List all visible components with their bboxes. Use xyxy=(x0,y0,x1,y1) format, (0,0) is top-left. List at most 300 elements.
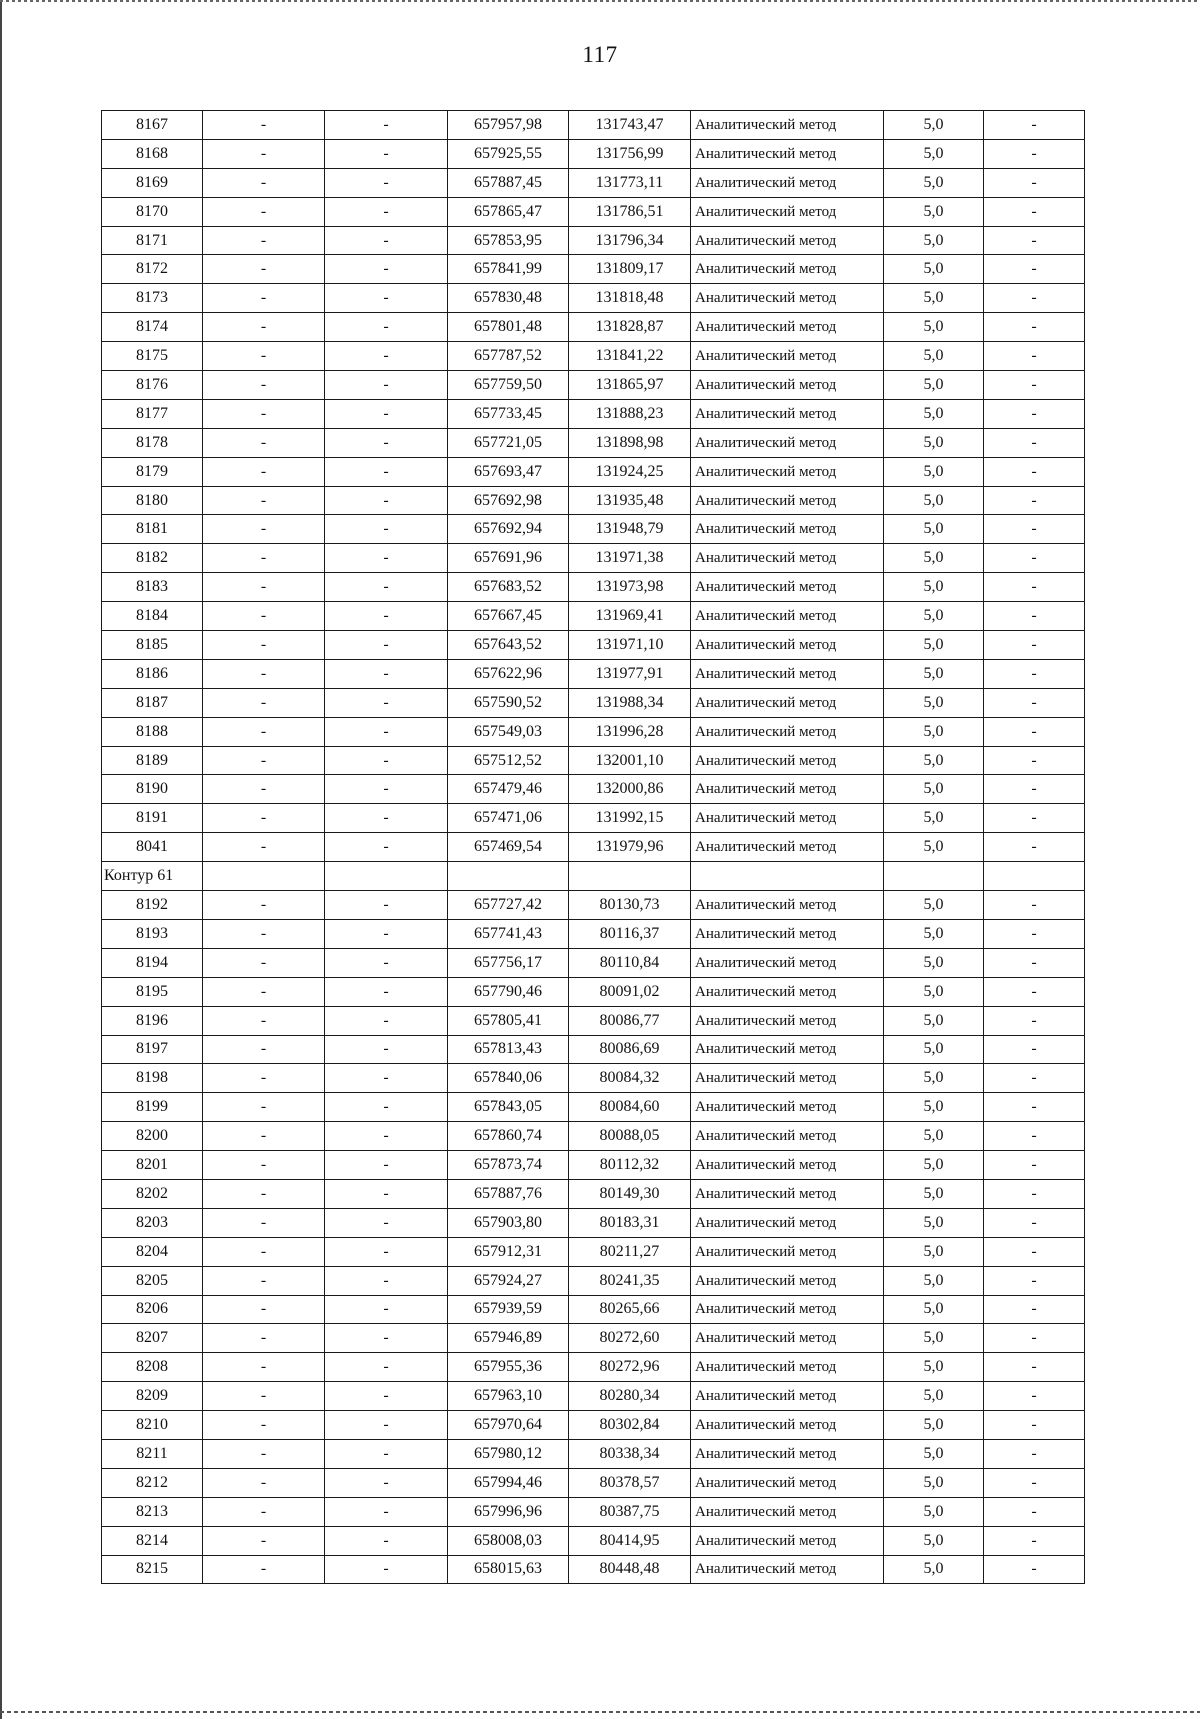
point-number-cell: 8185 xyxy=(102,631,203,660)
col-2-cell: - xyxy=(203,1439,325,1468)
col-2-cell: - xyxy=(203,1266,325,1295)
accuracy-cell: 5,0 xyxy=(884,1555,984,1584)
col-3-cell: - xyxy=(325,457,448,486)
col-2-cell: - xyxy=(203,977,325,1006)
accuracy-cell: 5,0 xyxy=(884,486,984,515)
y-coordinate-cell: 131773,11 xyxy=(569,168,691,197)
y-coordinate-cell: 80414,95 xyxy=(569,1526,691,1555)
x-coordinate-cell: 657805,41 xyxy=(448,1006,569,1035)
col-2-cell: - xyxy=(203,226,325,255)
x-coordinate-cell: 657860,74 xyxy=(448,1122,569,1151)
y-coordinate-cell: 131948,79 xyxy=(569,515,691,544)
col-8-cell: - xyxy=(984,1526,1085,1555)
accuracy-cell: 5,0 xyxy=(884,428,984,457)
col-3-cell: - xyxy=(325,313,448,342)
col-3-cell: - xyxy=(325,111,448,140)
method-cell: Аналитический метод xyxy=(691,1468,884,1497)
accuracy-cell: 5,0 xyxy=(884,139,984,168)
y-coordinate-cell: 131969,41 xyxy=(569,602,691,631)
point-number-cell: 8169 xyxy=(102,168,203,197)
x-coordinate-cell: 657813,43 xyxy=(448,1035,569,1064)
col-8-cell: - xyxy=(984,804,1085,833)
x-coordinate-cell: 657963,10 xyxy=(448,1382,569,1411)
x-coordinate-cell: 657994,46 xyxy=(448,1468,569,1497)
x-coordinate-cell: 657865,47 xyxy=(448,197,569,226)
col-2-cell: - xyxy=(203,948,325,977)
y-coordinate-cell: 131865,97 xyxy=(569,371,691,400)
y-coordinate-cell: 80088,05 xyxy=(569,1122,691,1151)
method-cell: Аналитический метод xyxy=(691,1093,884,1122)
method-cell: Аналитический метод xyxy=(691,659,884,688)
col-8-cell: - xyxy=(984,891,1085,920)
y-coordinate-cell: 131756,99 xyxy=(569,139,691,168)
x-coordinate-cell: 657667,45 xyxy=(448,602,569,631)
col-8-cell: - xyxy=(984,602,1085,631)
col-2-cell: - xyxy=(203,1468,325,1497)
section-title: Контур 61 xyxy=(102,862,203,891)
col-8-cell: - xyxy=(984,111,1085,140)
col-2-cell: - xyxy=(203,688,325,717)
table-row xyxy=(102,1324,1085,1353)
col-3-cell: - xyxy=(325,688,448,717)
point-number-cell: 8208 xyxy=(102,1353,203,1382)
accuracy-cell: 5,0 xyxy=(884,544,984,573)
method-cell: Аналитический метод xyxy=(691,1179,884,1208)
scan-edge-top xyxy=(0,0,1200,2)
accuracy-cell: 5,0 xyxy=(884,1295,984,1324)
point-number-cell: 8211 xyxy=(102,1439,203,1468)
method-cell: Аналитический метод xyxy=(691,1353,884,1382)
accuracy-cell: 5,0 xyxy=(884,573,984,602)
col-2-cell: - xyxy=(203,1555,325,1584)
method-cell: Аналитический метод xyxy=(691,1382,884,1411)
col-8-cell: - xyxy=(984,544,1085,573)
table-row xyxy=(102,284,1085,313)
x-coordinate-cell: 658015,63 xyxy=(448,1555,569,1584)
col-8-cell: - xyxy=(984,342,1085,371)
table-row xyxy=(102,688,1085,717)
accuracy-cell: 5,0 xyxy=(884,342,984,371)
table-row xyxy=(102,544,1085,573)
col-2-cell: - xyxy=(203,1497,325,1526)
point-number-cell: 8201 xyxy=(102,1151,203,1180)
method-cell: Аналитический метод xyxy=(691,775,884,804)
accuracy-cell: 5,0 xyxy=(884,515,984,544)
point-number-cell: 8181 xyxy=(102,515,203,544)
empty-cell xyxy=(325,862,448,891)
method-cell: Аналитический метод xyxy=(691,255,884,284)
y-coordinate-cell: 80265,66 xyxy=(569,1295,691,1324)
point-number-cell: 8182 xyxy=(102,544,203,573)
y-coordinate-cell: 80302,84 xyxy=(569,1411,691,1440)
table-row xyxy=(102,168,1085,197)
accuracy-cell: 5,0 xyxy=(884,602,984,631)
table-row xyxy=(102,1064,1085,1093)
col-2-cell: - xyxy=(203,515,325,544)
y-coordinate-cell: 80387,75 xyxy=(569,1497,691,1526)
col-3-cell: - xyxy=(325,775,448,804)
method-cell: Аналитический метод xyxy=(691,399,884,428)
point-number-cell: 8214 xyxy=(102,1526,203,1555)
y-coordinate-cell: 80116,37 xyxy=(569,919,691,948)
col-2-cell: - xyxy=(203,602,325,631)
col-3-cell: - xyxy=(325,1526,448,1555)
col-3-cell: - xyxy=(325,1237,448,1266)
col-3-cell: - xyxy=(325,1468,448,1497)
accuracy-cell: 5,0 xyxy=(884,631,984,660)
col-2-cell: - xyxy=(203,1382,325,1411)
col-8-cell: - xyxy=(984,399,1085,428)
table-row xyxy=(102,1208,1085,1237)
col-8-cell: - xyxy=(984,746,1085,775)
table-row xyxy=(102,342,1085,371)
col-8-cell: - xyxy=(984,688,1085,717)
table-row xyxy=(102,255,1085,284)
method-cell: Аналитический метод xyxy=(691,1555,884,1584)
col-2-cell: - xyxy=(203,631,325,660)
col-3-cell: - xyxy=(325,919,448,948)
x-coordinate-cell: 657939,59 xyxy=(448,1295,569,1324)
point-number-cell: 8210 xyxy=(102,1411,203,1440)
col-2-cell: - xyxy=(203,1353,325,1382)
point-number-cell: 8215 xyxy=(102,1555,203,1584)
col-2-cell: - xyxy=(203,1295,325,1324)
col-3-cell: - xyxy=(325,544,448,573)
col-8-cell: - xyxy=(984,977,1085,1006)
col-3-cell: - xyxy=(325,948,448,977)
section-row xyxy=(102,862,1085,891)
point-number-cell: 8200 xyxy=(102,1122,203,1151)
table-row xyxy=(102,1411,1085,1440)
x-coordinate-cell: 657756,17 xyxy=(448,948,569,977)
accuracy-cell: 5,0 xyxy=(884,168,984,197)
table-row xyxy=(102,313,1085,342)
method-cell: Аналитический метод xyxy=(691,342,884,371)
y-coordinate-cell: 80272,96 xyxy=(569,1353,691,1382)
col-8-cell: - xyxy=(984,948,1085,977)
x-coordinate-cell: 657643,52 xyxy=(448,631,569,660)
point-number-cell: 8197 xyxy=(102,1035,203,1064)
y-coordinate-cell: 80211,27 xyxy=(569,1237,691,1266)
x-coordinate-cell: 657841,99 xyxy=(448,255,569,284)
y-coordinate-cell: 80130,73 xyxy=(569,891,691,920)
method-cell: Аналитический метод xyxy=(691,746,884,775)
point-number-cell: 8178 xyxy=(102,428,203,457)
y-coordinate-cell: 131898,98 xyxy=(569,428,691,457)
col-3-cell: - xyxy=(325,1179,448,1208)
y-coordinate-cell: 131809,17 xyxy=(569,255,691,284)
col-8-cell: - xyxy=(984,573,1085,602)
method-cell: Аналитический метод xyxy=(691,226,884,255)
y-coordinate-cell: 131924,25 xyxy=(569,457,691,486)
y-coordinate-cell: 131971,10 xyxy=(569,631,691,660)
x-coordinate-cell: 657790,46 xyxy=(448,977,569,1006)
x-coordinate-cell: 657787,52 xyxy=(448,342,569,371)
y-coordinate-cell: 80378,57 xyxy=(569,1468,691,1497)
table-row xyxy=(102,717,1085,746)
col-2-cell: - xyxy=(203,573,325,602)
x-coordinate-cell: 657801,48 xyxy=(448,313,569,342)
x-coordinate-cell: 657693,47 xyxy=(448,457,569,486)
col-3-cell: - xyxy=(325,284,448,313)
point-number-cell: 8186 xyxy=(102,659,203,688)
accuracy-cell: 5,0 xyxy=(884,746,984,775)
x-coordinate-cell: 657733,45 xyxy=(448,399,569,428)
col-8-cell: - xyxy=(984,255,1085,284)
y-coordinate-cell: 80110,84 xyxy=(569,948,691,977)
accuracy-cell: 5,0 xyxy=(884,1497,984,1526)
point-number-cell: 8183 xyxy=(102,573,203,602)
col-8-cell: - xyxy=(984,428,1085,457)
col-2-cell: - xyxy=(203,1179,325,1208)
y-coordinate-cell: 80084,32 xyxy=(569,1064,691,1093)
accuracy-cell: 5,0 xyxy=(884,226,984,255)
col-3-cell: - xyxy=(325,1382,448,1411)
x-coordinate-cell: 657692,98 xyxy=(448,486,569,515)
empty-cell xyxy=(448,862,569,891)
table-row xyxy=(102,486,1085,515)
col-8-cell: - xyxy=(984,1151,1085,1180)
y-coordinate-cell: 131818,48 xyxy=(569,284,691,313)
method-cell: Аналитический метод xyxy=(691,602,884,631)
table-row xyxy=(102,1237,1085,1266)
point-number-cell: 8191 xyxy=(102,804,203,833)
col-2-cell: - xyxy=(203,1208,325,1237)
method-cell: Аналитический метод xyxy=(691,1035,884,1064)
table-row xyxy=(102,399,1085,428)
accuracy-cell: 5,0 xyxy=(884,948,984,977)
table-row xyxy=(102,515,1085,544)
col-3-cell: - xyxy=(325,631,448,660)
accuracy-cell: 5,0 xyxy=(884,371,984,400)
col-3-cell: - xyxy=(325,1266,448,1295)
col-2-cell: - xyxy=(203,1006,325,1035)
col-2-cell: - xyxy=(203,1237,325,1266)
x-coordinate-cell: 657924,27 xyxy=(448,1266,569,1295)
col-8-cell: - xyxy=(984,717,1085,746)
y-coordinate-cell: 80183,31 xyxy=(569,1208,691,1237)
point-number-cell: 8172 xyxy=(102,255,203,284)
accuracy-cell: 5,0 xyxy=(884,111,984,140)
method-cell: Аналитический метод xyxy=(691,717,884,746)
table-row xyxy=(102,1353,1085,1382)
method-cell: Аналитический метод xyxy=(691,457,884,486)
col-2-cell: - xyxy=(203,746,325,775)
col-3-cell: - xyxy=(325,659,448,688)
table-row xyxy=(102,428,1085,457)
col-2-cell: - xyxy=(203,284,325,313)
point-number-cell: 8206 xyxy=(102,1295,203,1324)
y-coordinate-cell: 131988,34 xyxy=(569,688,691,717)
method-cell: Аналитический метод xyxy=(691,631,884,660)
table-row xyxy=(102,1093,1085,1122)
point-number-cell: 8190 xyxy=(102,775,203,804)
accuracy-cell: 5,0 xyxy=(884,1151,984,1180)
col-8-cell: - xyxy=(984,371,1085,400)
col-8-cell: - xyxy=(984,139,1085,168)
accuracy-cell: 5,0 xyxy=(884,833,984,862)
point-number-cell: 8170 xyxy=(102,197,203,226)
y-coordinate-cell: 80086,69 xyxy=(569,1035,691,1064)
accuracy-cell: 5,0 xyxy=(884,284,984,313)
y-coordinate-cell: 131786,51 xyxy=(569,197,691,226)
col-2-cell: - xyxy=(203,659,325,688)
method-cell: Аналитический метод xyxy=(691,1151,884,1180)
col-3-cell: - xyxy=(325,717,448,746)
table-row xyxy=(102,371,1085,400)
point-number-cell: 8204 xyxy=(102,1237,203,1266)
col-3-cell: - xyxy=(325,255,448,284)
x-coordinate-cell: 657887,45 xyxy=(448,168,569,197)
table-row xyxy=(102,1439,1085,1468)
table-row xyxy=(102,197,1085,226)
col-2-cell: - xyxy=(203,428,325,457)
x-coordinate-cell: 657970,64 xyxy=(448,1411,569,1440)
col-2-cell: - xyxy=(203,457,325,486)
accuracy-cell: 5,0 xyxy=(884,1122,984,1151)
point-number-cell: 8041 xyxy=(102,833,203,862)
col-3-cell: - xyxy=(325,428,448,457)
method-cell: Аналитический метод xyxy=(691,804,884,833)
method-cell: Аналитический метод xyxy=(691,948,884,977)
col-8-cell: - xyxy=(984,457,1085,486)
col-8-cell: - xyxy=(984,775,1085,804)
accuracy-cell: 5,0 xyxy=(884,1439,984,1468)
table-row xyxy=(102,1006,1085,1035)
col-3-cell: - xyxy=(325,1006,448,1035)
point-number-cell: 8184 xyxy=(102,602,203,631)
y-coordinate-cell: 80112,32 xyxy=(569,1151,691,1180)
table-row xyxy=(102,457,1085,486)
col-8-cell: - xyxy=(984,1266,1085,1295)
point-number-cell: 8175 xyxy=(102,342,203,371)
col-8-cell: - xyxy=(984,1093,1085,1122)
y-coordinate-cell: 131796,34 xyxy=(569,226,691,255)
method-cell: Аналитический метод xyxy=(691,486,884,515)
col-3-cell: - xyxy=(325,573,448,602)
col-3-cell: - xyxy=(325,1555,448,1584)
col-8-cell: - xyxy=(984,197,1085,226)
col-2-cell: - xyxy=(203,313,325,342)
x-coordinate-cell: 657479,46 xyxy=(448,775,569,804)
table-row xyxy=(102,1382,1085,1411)
point-number-cell: 8176 xyxy=(102,371,203,400)
method-cell: Аналитический метод xyxy=(691,1064,884,1093)
x-coordinate-cell: 657996,96 xyxy=(448,1497,569,1526)
col-8-cell: - xyxy=(984,1497,1085,1526)
method-cell: Аналитический метод xyxy=(691,428,884,457)
point-number-cell: 8213 xyxy=(102,1497,203,1526)
method-cell: Аналитический метод xyxy=(691,1324,884,1353)
x-coordinate-cell: 657512,52 xyxy=(448,746,569,775)
col-2-cell: - xyxy=(203,399,325,428)
col-3-cell: - xyxy=(325,1353,448,1382)
method-cell: Аналитический метод xyxy=(691,1295,884,1324)
y-coordinate-cell: 80338,34 xyxy=(569,1439,691,1468)
accuracy-cell: 5,0 xyxy=(884,1526,984,1555)
col-2-cell: - xyxy=(203,1093,325,1122)
table-row xyxy=(102,1468,1085,1497)
point-number-cell: 8202 xyxy=(102,1179,203,1208)
col-3-cell: - xyxy=(325,746,448,775)
point-number-cell: 8173 xyxy=(102,284,203,313)
method-cell: Аналитический метод xyxy=(691,919,884,948)
y-coordinate-cell: 132000,86 xyxy=(569,775,691,804)
method-cell: Аналитический метод xyxy=(691,139,884,168)
point-number-cell: 8177 xyxy=(102,399,203,428)
x-coordinate-cell: 657622,96 xyxy=(448,659,569,688)
table-row xyxy=(102,139,1085,168)
y-coordinate-cell: 80091,02 xyxy=(569,977,691,1006)
accuracy-cell: 5,0 xyxy=(884,891,984,920)
col-8-cell: - xyxy=(984,1035,1085,1064)
col-2-cell: - xyxy=(203,544,325,573)
point-number-cell: 8199 xyxy=(102,1093,203,1122)
col-3-cell: - xyxy=(325,226,448,255)
accuracy-cell: 5,0 xyxy=(884,1179,984,1208)
scan-edge-left xyxy=(0,0,2,1719)
point-number-cell: 8192 xyxy=(102,891,203,920)
y-coordinate-cell: 132001,10 xyxy=(569,746,691,775)
accuracy-cell: 5,0 xyxy=(884,1208,984,1237)
x-coordinate-cell: 657727,42 xyxy=(448,891,569,920)
accuracy-cell: 5,0 xyxy=(884,775,984,804)
accuracy-cell: 5,0 xyxy=(884,1382,984,1411)
x-coordinate-cell: 657887,76 xyxy=(448,1179,569,1208)
col-3-cell: - xyxy=(325,1439,448,1468)
x-coordinate-cell: 657980,12 xyxy=(448,1439,569,1468)
col-3-cell: - xyxy=(325,1295,448,1324)
col-8-cell: - xyxy=(984,833,1085,862)
col-2-cell: - xyxy=(203,197,325,226)
table-row xyxy=(102,1266,1085,1295)
col-8-cell: - xyxy=(984,1122,1085,1151)
col-8-cell: - xyxy=(984,313,1085,342)
point-number-cell: 8198 xyxy=(102,1064,203,1093)
accuracy-cell: 5,0 xyxy=(884,977,984,1006)
col-8-cell: - xyxy=(984,1324,1085,1353)
point-number-cell: 8171 xyxy=(102,226,203,255)
x-coordinate-cell: 657925,55 xyxy=(448,139,569,168)
col-2-cell: - xyxy=(203,804,325,833)
table-row xyxy=(102,746,1085,775)
point-number-cell: 8179 xyxy=(102,457,203,486)
table-row xyxy=(102,1122,1085,1151)
col-3-cell: - xyxy=(325,371,448,400)
col-8-cell: - xyxy=(984,1353,1085,1382)
method-cell: Аналитический метод xyxy=(691,371,884,400)
method-cell: Аналитический метод xyxy=(691,573,884,602)
col-2-cell: - xyxy=(203,255,325,284)
col-8-cell: - xyxy=(984,1064,1085,1093)
col-8-cell: - xyxy=(984,1468,1085,1497)
col-8-cell: - xyxy=(984,1382,1085,1411)
accuracy-cell: 5,0 xyxy=(884,717,984,746)
method-cell: Аналитический метод xyxy=(691,1208,884,1237)
col-8-cell: - xyxy=(984,168,1085,197)
point-number-cell: 8168 xyxy=(102,139,203,168)
table-row xyxy=(102,1035,1085,1064)
col-8-cell: - xyxy=(984,1439,1085,1468)
y-coordinate-cell: 80280,34 xyxy=(569,1382,691,1411)
col-8-cell: - xyxy=(984,1237,1085,1266)
empty-cell xyxy=(569,862,691,891)
method-cell: Аналитический метод xyxy=(691,1006,884,1035)
table-row xyxy=(102,1526,1085,1555)
y-coordinate-cell: 131977,91 xyxy=(569,659,691,688)
y-coordinate-cell: 131992,15 xyxy=(569,804,691,833)
method-cell: Аналитический метод xyxy=(691,197,884,226)
